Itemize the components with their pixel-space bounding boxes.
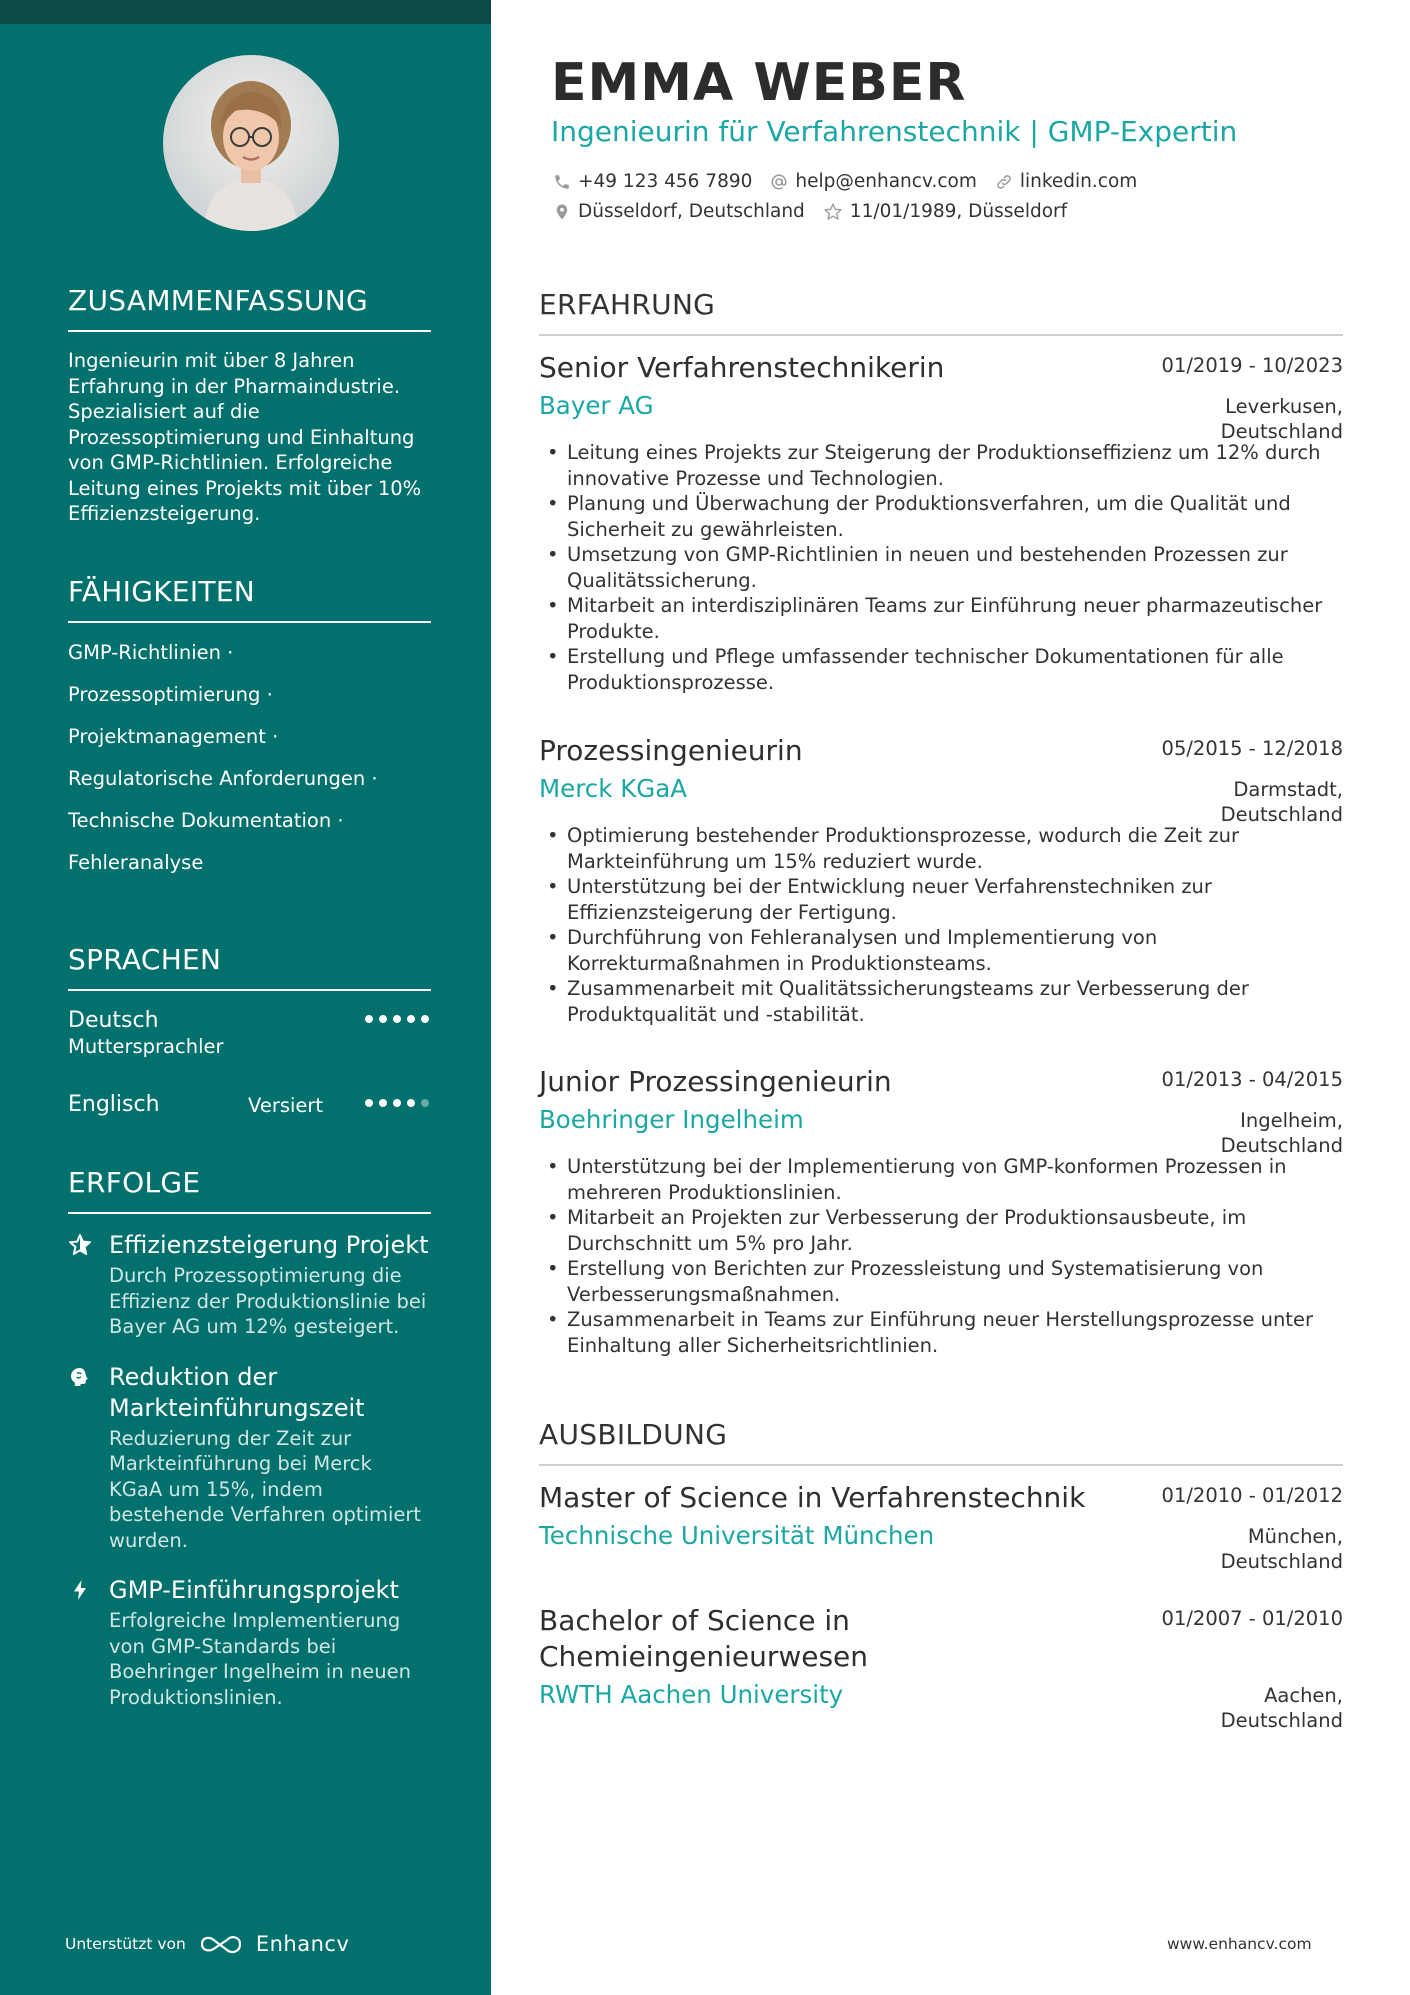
education-location (1221, 1683, 1343, 1733)
job-title: Junior Prozessingenieurin (539, 1065, 892, 1098)
phone-number: +49 123 456 7890 (578, 171, 753, 192)
achievements-heading: ERFOLGE (68, 1166, 431, 1214)
achievement-item (68, 1575, 431, 1710)
education-dates: 01/2007 - 01/2010 (1161, 1607, 1343, 1630)
job-location-city: Leverkusen, (1225, 395, 1343, 418)
skills-heading: FÄHIGKEITEN (68, 575, 431, 623)
achievement-description: Erfolgreiche Implementierung von GMP-Standards bei Boehringer Ingelheim in neuen Produktionslinien. (109, 1609, 411, 1709)
job-dates: 05/2015 - 12/2018 (1161, 737, 1343, 760)
powered-by (65, 1932, 349, 1956)
education-location-country: Deutschland (1220, 1709, 1343, 1732)
job-bullet: • Zusammenarbeit mit Qualitätssicherungsteams zur Verbesserung der Produktqualität und -stabilität. (539, 976, 1343, 1027)
job-bullet: • Erstellung von Berichten zur Prozessleistung und Systematisierung von Verbesserungsmaßnahmen. (539, 1256, 1343, 1307)
skill-item: GMP-Richtlinien · (68, 641, 234, 664)
rating-dot-filled (365, 1015, 373, 1023)
languages-heading: SPRACHEN (68, 943, 431, 991)
languages-section (68, 943, 431, 1125)
job-bullet: • Unterstützung bei der Implementierung von GMP-konformen Prozessen in mehreren Produktionslinien. (539, 1154, 1343, 1205)
language-rating (365, 1099, 429, 1107)
contact-birth (823, 200, 1067, 224)
job-location-country: Deutschland (1220, 420, 1343, 443)
contact-email (770, 170, 976, 194)
achievements-section (68, 1166, 431, 1710)
contact-phone (553, 170, 752, 194)
birth-text: 11/01/1989, Düsseldorf (849, 201, 1068, 222)
job-location (1221, 1108, 1343, 1158)
job-bullets (539, 440, 1343, 695)
job-location-country: Deutschland (1220, 1134, 1343, 1157)
rating-dot-filled (421, 1015, 429, 1023)
location-text: Düsseldorf, Deutschland (578, 201, 805, 222)
star-icon (68, 1233, 92, 1257)
experience-entry (539, 1064, 1343, 1358)
degree-title: Master of Science in Verfahrenstechnik (539, 1481, 1086, 1514)
job-title: Senior Verfahrenstechnikerin (539, 351, 945, 384)
language-rating (365, 1015, 429, 1023)
experience-heading: ERFAHRUNG (539, 288, 1343, 336)
enhancv-logo-icon (198, 1932, 244, 1956)
company-name: Bayer AG (539, 391, 654, 420)
rating-dot-filled (393, 1099, 401, 1107)
job-location (1221, 394, 1343, 444)
contact-row-1 (553, 170, 1155, 194)
job-bullet: • Mitarbeit an interdisziplinären Teams zur Einführung neuer pharmazeutischer Produkte. (539, 593, 1343, 644)
achievement-description: Reduzierung der Zeit zur Markteinführung bei Merck KGaA um 15%, indem bestehende Verfahren optimiert wurden. (109, 1426, 422, 1552)
lightning-icon (68, 1578, 92, 1602)
language-row-deutsch (68, 1007, 431, 1063)
education-dates: 01/2010 - 01/2012 (1161, 1484, 1343, 1507)
at-icon (770, 173, 788, 191)
brand-name: Enhancv (255, 1932, 350, 1956)
job-bullets (539, 1154, 1343, 1358)
degree-title: Bachelor of Science in Chemieingenieurwesen (539, 1604, 869, 1673)
education-location-country: Deutschland (1220, 1550, 1343, 1573)
experience-entry (539, 733, 1343, 1027)
rating-dot-filled (379, 1099, 387, 1107)
job-bullet: • Planung und Überwachung der Produktionsverfahren, um die Qualität und Sicherheit zu gewährleisten. (539, 491, 1343, 542)
education-location (1221, 1524, 1343, 1574)
skill-item: Prozessoptimierung · (68, 683, 273, 706)
email-address[interactable]: help@enhancv.com (795, 171, 977, 192)
avatar-photo (163, 55, 339, 231)
rating-dot-filled (379, 1015, 387, 1023)
skills-section (68, 575, 431, 875)
star-outline-icon (823, 202, 843, 222)
school-name: Technische Universität München (539, 1521, 935, 1550)
summary-text: Ingenieurin mit über 8 Jahren Erfahrung in der Pharmaindustrie. Spezialisiert auf die Prozessoptimierung und Einhaltung von GMP-Richtlinien. Erfolgreiche Leitung eines Projekts mit über 10% Effizienzsteigerung. (68, 349, 422, 525)
candidate-name: EMMA WEBER (551, 53, 967, 113)
location-pin-icon (553, 203, 571, 221)
contact-row-2 (553, 200, 1085, 224)
job-bullet: • Unterstützung bei der Entwicklung neuer Verfahrenstechniken zur Effizienzsteigerung der Fertigung. (539, 874, 1343, 925)
job-bullet: • Umsetzung von GMP-Richtlinien in neuen und bestehenden Prozessen zur Qualitätssicherung. (539, 542, 1343, 593)
summary-heading: ZUSAMMENFASSUNG (68, 284, 431, 332)
skill-item: Technische Dokumentation · (68, 809, 344, 832)
job-bullet: • Mitarbeit an Projekten zur Verbesserung der Produktionsausbeute, im Durchschnitt um 5% pro Jahr. (539, 1205, 1343, 1256)
sidebar (0, 0, 491, 1995)
education-entry (539, 1603, 1343, 1732)
job-bullets (539, 823, 1343, 1027)
education-location-city: Aachen, (1264, 1684, 1343, 1707)
school-name: RWTH Aachen University (539, 1680, 844, 1709)
footer-url[interactable]: www.enhancv.com (1167, 1935, 1312, 1953)
job-bullet: • Erstellung und Pflege umfassender technischer Dokumentationen für alle Produktionsprozesse. (539, 644, 1343, 695)
job-bullet: • Zusammenarbeit in Teams zur Einführung neuer Herstellungsprozesse unter Einhaltung aller Sicherheitsrichtlinien. (539, 1307, 1343, 1358)
achievement-title: GMP-Einführungsprojekt (109, 1576, 399, 1604)
job-location-city: Ingelheim, (1240, 1109, 1343, 1132)
summary-section (68, 284, 431, 527)
candidate-title: Ingenieurin für Verfahrenstechnik | GMP-Expertin (551, 115, 1238, 148)
achievement-item (68, 1362, 431, 1554)
language-level: Muttersprachler (68, 1035, 224, 1058)
rating-dot-filled (407, 1015, 415, 1023)
company-name: Boehringer Ingelheim (539, 1105, 804, 1134)
linkedin-link[interactable]: linkedin.com (1019, 171, 1138, 192)
contact-location (553, 200, 805, 224)
education-entry (539, 1480, 1343, 1573)
language-row-englisch (68, 1091, 431, 1125)
achievement-item (68, 1230, 431, 1340)
job-location (1221, 777, 1343, 827)
job-bullet: • Optimierung bestehender Produktionsprozesse, wodurch die Zeit zur Markteinführung um 15% reduziert wurde. (539, 823, 1343, 874)
rating-dot-filled (407, 1099, 415, 1107)
skill-item: Regulatorische Anforderungen · (68, 767, 378, 790)
achievement-description: Durch Prozessoptimierung die Effizienz der Produktionslinie bei Bayer AG um 12% gesteigert. (109, 1264, 427, 1338)
job-dates: 01/2013 - 04/2015 (1161, 1068, 1343, 1091)
phone-icon (553, 173, 571, 191)
achievement-title: Effizienzsteigerung Projekt (109, 1231, 429, 1259)
language-name: Deutsch (68, 1008, 159, 1033)
company-name: Merck KGaA (539, 774, 688, 803)
language-level: Versiert (248, 1094, 324, 1117)
education-location-city: München, (1247, 1525, 1343, 1548)
link-icon (995, 173, 1013, 191)
avatar (163, 55, 339, 231)
brain-icon (68, 1365, 92, 1389)
education-heading: AUSBILDUNG (539, 1418, 1343, 1466)
rating-dot-filled (365, 1099, 373, 1107)
job-location-city: Darmstadt, (1233, 778, 1343, 801)
skill-item: Fehleranalyse (68, 851, 204, 874)
experience-entry (539, 350, 1343, 695)
job-dates: 01/2019 - 10/2023 (1161, 354, 1343, 377)
sidebar-top-band (0, 0, 491, 24)
skill-item: Projektmanagement · (68, 725, 279, 748)
rating-dot-filled (393, 1015, 401, 1023)
powered-by-label: Unterstützt von (65, 1935, 186, 1953)
rating-dot-empty (421, 1099, 429, 1107)
achievement-title: Reduktion der Markteinführungszeit (109, 1362, 365, 1422)
contact-linkedin (995, 170, 1137, 194)
job-bullet: • Durchführung von Fehleranalysen und Implementierung von Korrekturmaßnahmen in Produktionsteams. (539, 925, 1343, 976)
language-name: Englisch (68, 1092, 160, 1117)
job-title: Prozessingenieurin (539, 734, 803, 767)
job-location-country: Deutschland (1220, 803, 1343, 826)
job-bullet: • Leitung eines Projekts zur Steigerung der Produktionseffizienz um 12% durch innovative Prozesse und Technologien. (539, 440, 1343, 491)
